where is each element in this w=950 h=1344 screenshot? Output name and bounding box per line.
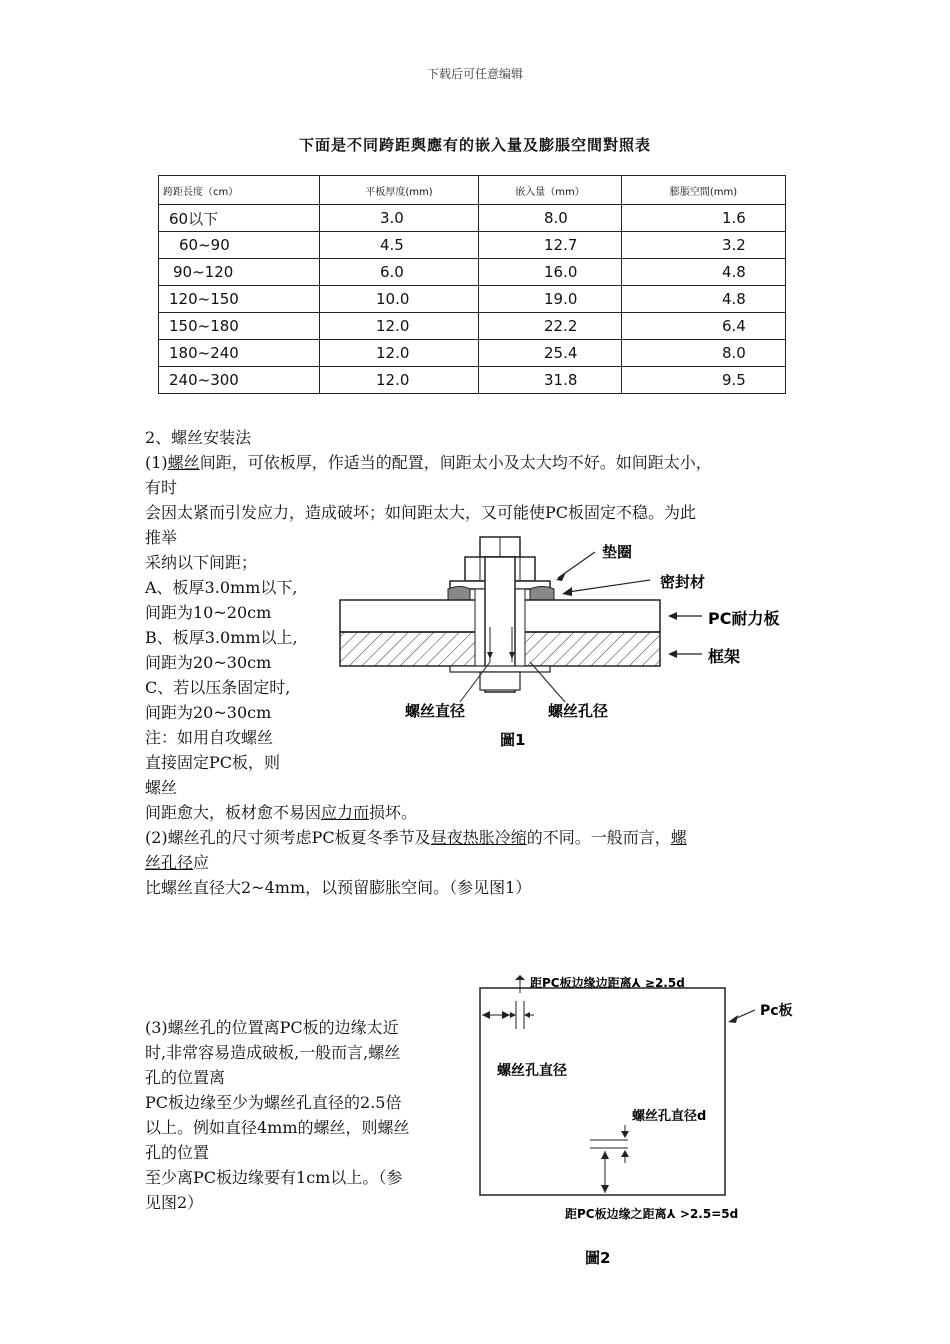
table-row	[159, 286, 786, 313]
p1-underlined: 螺丝	[167, 453, 200, 472]
cell-embed: 31.8	[479, 367, 622, 394]
cell-span: 60~90	[159, 232, 320, 259]
cell-embed: 12.7	[479, 232, 622, 259]
label-pc-board: Pc板	[760, 1003, 793, 1019]
p1-last-b: 损坏。	[369, 803, 418, 822]
cell-embed: 25.4	[479, 340, 622, 367]
p2-b: 的不同。一般而言，	[526, 828, 671, 847]
cell-embed: 22.2	[479, 313, 622, 340]
cell-embed: 16.0	[479, 259, 622, 286]
label-hole-diameter: 螺丝孔直径	[497, 1063, 567, 1079]
table-row	[159, 205, 786, 232]
cell-span: 240~300	[159, 367, 320, 394]
cell-thickness: 4.5	[320, 232, 479, 259]
spec-table	[158, 175, 786, 394]
cell-expansion: 8.0	[622, 340, 786, 367]
p1-n3: 螺丝	[145, 778, 178, 797]
cell-span: 120~150	[159, 286, 320, 313]
p3-line1: (3)螺丝孔的位置离PC板的边缘太近	[145, 1018, 399, 1037]
cell-span: 60以下	[159, 205, 320, 232]
cell-span: 180~240	[159, 340, 320, 367]
p1-last	[145, 800, 417, 825]
label-bottom-distance: 距PC板边缘之距离⅄ >2.5=5d	[565, 1207, 739, 1221]
p1-a1: A、板厚3.0mm以下,	[145, 578, 298, 597]
p1-line1	[145, 450, 712, 475]
cell-expansion: 1.6	[622, 205, 786, 232]
p2-line1	[145, 825, 687, 850]
p1-line4: 推举	[145, 528, 178, 547]
p1-b1: B、板厚3.0mm以上,	[145, 628, 298, 647]
pc-panel-outline	[480, 988, 725, 1195]
col-header-span: 跨距長度（cm）	[159, 176, 320, 205]
figure2-caption: 圖2	[585, 1249, 611, 1267]
cell-thickness: 10.0	[320, 286, 479, 313]
p2-underlined-3: 丝孔径	[145, 853, 194, 872]
section-heading: 2、螺丝安装法	[145, 428, 252, 447]
p2-line3: 比螺丝直径大2~4mm，以预留膨胀空间。（参见图1）	[145, 878, 532, 897]
p2-underlined-2: 螺	[670, 828, 687, 847]
p3-line8: 见图2）	[145, 1193, 204, 1212]
label-screw-diameter: 螺丝直径	[405, 702, 466, 720]
p1-last-a: 间距愈大，板材愈不易因	[145, 803, 322, 822]
table-row	[159, 232, 786, 259]
cell-thickness: 12.0	[320, 367, 479, 394]
col-header-thickness: 平板厚度(mm)	[320, 176, 479, 205]
p1-line3: 会因太紧而引发应力，造成破坏；如间距太大，又可能使PC板固定不稳。为此	[145, 503, 697, 522]
label-sealant: 密封材	[660, 573, 706, 591]
p1-line2: 有时	[145, 478, 178, 497]
cell-span: 90~120	[159, 259, 320, 286]
p1-prefix: (1)	[145, 453, 168, 472]
p1-b2: 间距为20~30cm	[145, 653, 272, 672]
p1-c1: C、若以压条固定时,	[145, 678, 291, 697]
p3-line3: 孔的位置离	[145, 1068, 226, 1087]
p3-line5: 以上。例如直径4mm的螺丝，则螺丝	[145, 1118, 410, 1137]
p3-line6: 孔的位置	[145, 1143, 210, 1162]
col-header-expansion: 膨脹空間(mm)	[622, 176, 786, 205]
label-washer: 垫圈	[602, 543, 633, 561]
p2-a: (2)螺丝孔的尺寸须考虑PC板夏冬季节及	[145, 828, 431, 847]
cell-expansion: 3.2	[622, 232, 786, 259]
p2-c: 应	[193, 853, 210, 872]
cell-expansion: 6.4	[622, 313, 786, 340]
sealant-right	[530, 587, 554, 601]
p1-a2: 间距为10~20cm	[145, 603, 272, 622]
table-header-row	[159, 176, 786, 205]
p1-line1-rest: 间距，可依板厚，作适当的配置，间距太小及太大均不好。如间距太小，	[199, 453, 712, 472]
label-hole-diameter: 螺丝孔径	[548, 702, 609, 720]
p3-line4: PC板边缘至少为螺丝孔直径的2.5倍	[145, 1093, 402, 1112]
cell-thickness: 3.0	[320, 205, 479, 232]
cell-thickness: 6.0	[320, 259, 479, 286]
p2-line2	[145, 850, 209, 875]
cell-span: 150~180	[159, 313, 320, 340]
cell-thickness: 12.0	[320, 340, 479, 367]
p3-line2: 时,非常容易造成破板,一般而言,螺丝	[145, 1043, 401, 1062]
p1-c2: 间距为20~30cm	[145, 703, 272, 722]
table-row	[159, 259, 786, 286]
sealant-left	[448, 587, 470, 601]
p1-n2: 直接固定PC板，则	[145, 753, 281, 772]
table-title: 下面是不同跨距舆應有的嵌入量及膨脹空間對照表	[298, 136, 651, 154]
cell-expansion: 9.5	[622, 367, 786, 394]
p2-underlined-1: 昼夜热胀冷缩	[430, 828, 527, 847]
label-pc-panel: PC耐力板	[708, 609, 780, 628]
p1-n1: 注：如用自攻螺丝	[145, 728, 274, 747]
p1-line5: 采纳以下间距；	[145, 553, 258, 572]
p1-last-underlined: 应力而	[321, 803, 370, 822]
cell-embed: 19.0	[479, 286, 622, 313]
label-frame: 框架	[708, 647, 741, 666]
cell-embed: 8.0	[479, 205, 622, 232]
table-row	[159, 313, 786, 340]
cell-expansion: 4.8	[622, 286, 786, 313]
label-hole-diameter-d: 螺丝孔直径d	[632, 1109, 707, 1124]
table-row	[159, 340, 786, 367]
page-header: 下载后可任意编辑	[426, 67, 523, 81]
label-top-distance: 距PC板边缘边距离⅄ ≥2.5d	[530, 976, 685, 990]
figure1-screw-diagram	[330, 532, 810, 757]
cell-expansion: 4.8	[622, 259, 786, 286]
p3-line7: 至少离PC板边缘要有1cm以上。（参	[145, 1168, 403, 1187]
cell-thickness: 12.0	[320, 313, 479, 340]
table-row	[159, 367, 786, 394]
figure1-caption: 圖1	[500, 731, 526, 749]
col-header-embed: 嵌入量（mm）	[479, 176, 622, 205]
figure2-hole-position-diagram	[470, 965, 810, 1275]
